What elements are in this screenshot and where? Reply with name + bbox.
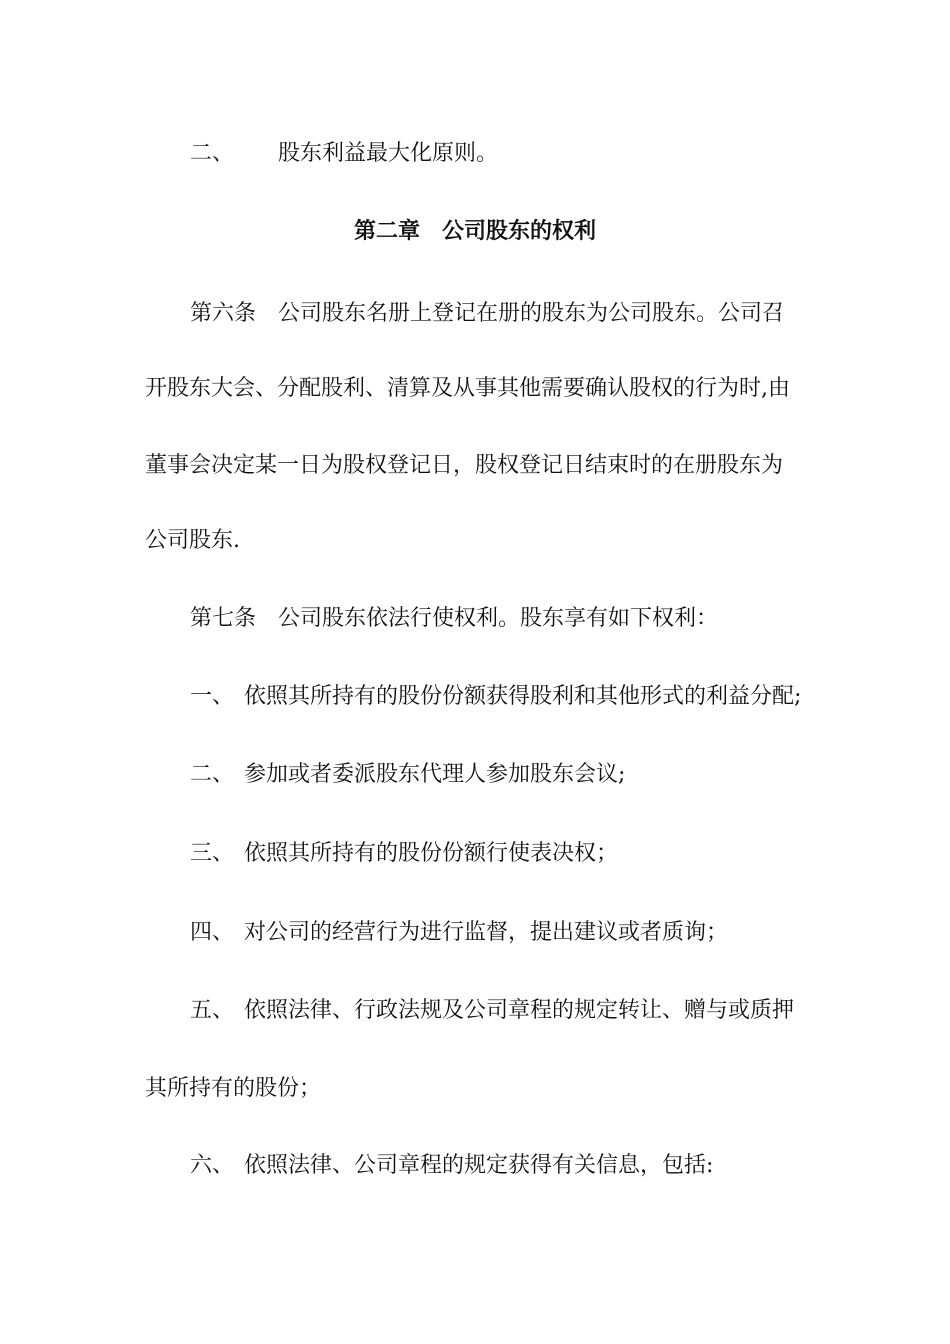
list-item bbox=[190, 919, 728, 947]
article-text: 公司股东名册上登记在册的股东为公司股东。公司召 bbox=[278, 301, 785, 326]
article-text: 公司股东依法行使权利。股东享有如下权利： bbox=[278, 606, 719, 631]
list-item bbox=[190, 840, 618, 868]
list-text: 依照其所持有的股份份额行使表决权； bbox=[244, 841, 619, 866]
list-text: 对公司的经营行为进行监督，提出建议或者质询； bbox=[244, 920, 729, 945]
article-6-line-1 bbox=[190, 300, 784, 328]
list-text: 股东利益最大化原则。 bbox=[278, 141, 499, 166]
list-number: 三、 bbox=[190, 841, 235, 866]
article-7-line bbox=[190, 605, 718, 633]
list-text: 依照法律、行政法规及公司章程的规定转让、赠与或质押 bbox=[244, 998, 795, 1023]
list-number: 四、 bbox=[190, 920, 235, 945]
chapter-title: 公司股东的权利 bbox=[442, 219, 597, 244]
article-6-line-4: 公司股东. bbox=[145, 528, 240, 553]
list-item bbox=[190, 1152, 713, 1180]
article-label: 第七条 bbox=[190, 606, 257, 631]
list-item bbox=[190, 683, 801, 711]
list-item bbox=[190, 997, 794, 1025]
list-item bbox=[190, 761, 625, 789]
article-6-line-3: 董事会决定某一日为股权登记日，股权登记日结束时的在册股东为 bbox=[145, 453, 784, 478]
list-number: 六、 bbox=[190, 1153, 235, 1178]
article-6-line-2: 开股东大会、分配股利、清算及从事其他需要确认股权的行为时,由 bbox=[145, 376, 790, 401]
list-text: 参加或者委派股东代理人参加股东会议; bbox=[244, 762, 626, 787]
list-number: 二、 bbox=[190, 141, 235, 166]
list-text: 依照法律、公司章程的规定获得有关信息，包括: bbox=[244, 1153, 714, 1178]
chapter-number: 第二章 bbox=[353, 219, 420, 244]
list-number: 一、 bbox=[190, 684, 235, 709]
chapter-heading bbox=[0, 218, 950, 246]
article-label: 第六条 bbox=[190, 301, 257, 326]
list-number: 五、 bbox=[190, 998, 235, 1023]
list-item-continuation: 其所持有的股份； bbox=[145, 1076, 322, 1101]
list-item bbox=[190, 140, 498, 168]
list-number: 二、 bbox=[190, 762, 235, 787]
list-text: 依照其所持有的股份份额获得股利和其他形式的利益分配; bbox=[244, 684, 802, 709]
